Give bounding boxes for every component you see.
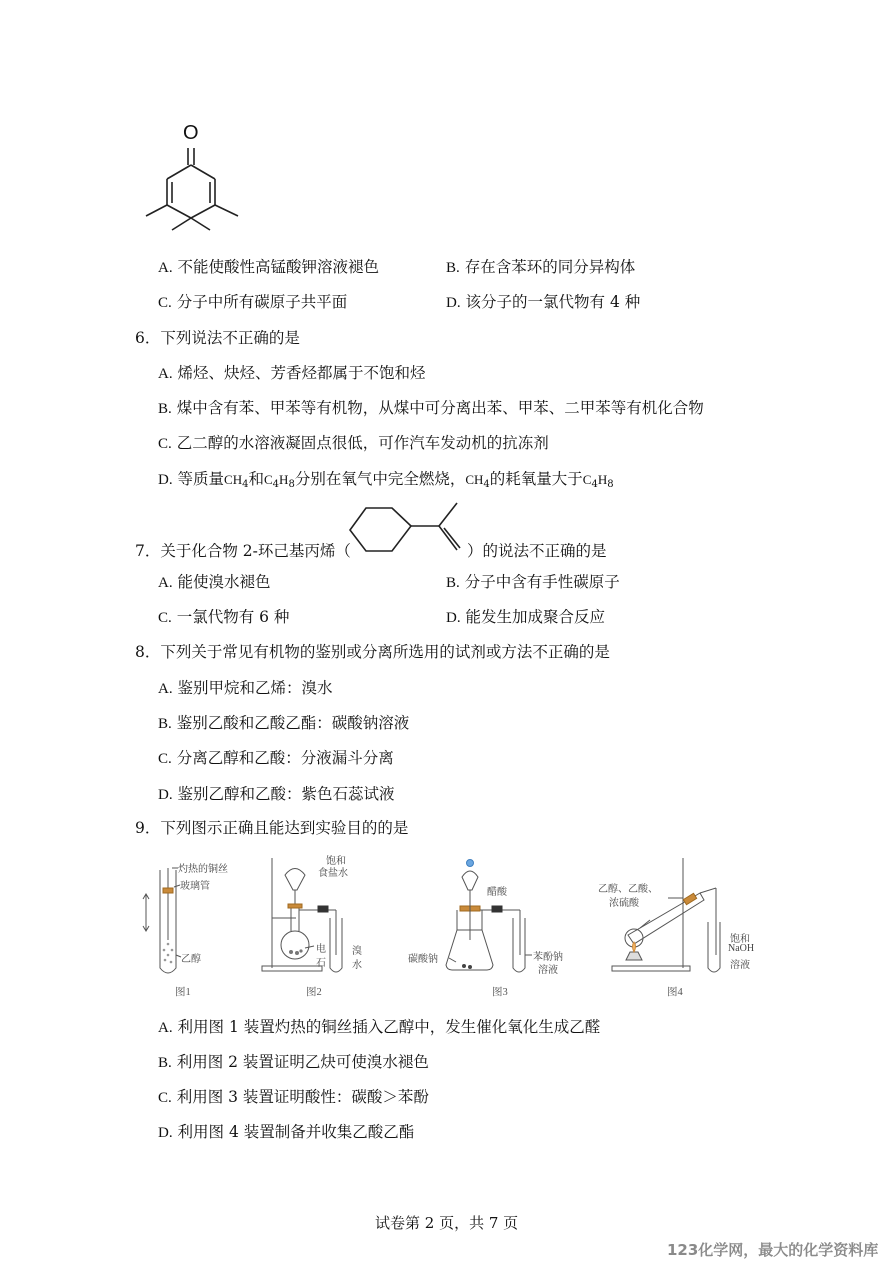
option-text: 鉴别甲烷和乙烯：溴水 (177, 679, 333, 697)
fig3-label-acetic-acid: 醋酸 (487, 887, 507, 898)
q7-stem-after: ）的说法不正确的是 (467, 542, 607, 560)
option-label: C. (158, 1090, 172, 1106)
option-label: B. (158, 716, 172, 732)
option-text: 存在含苯环的同分异构体 (464, 258, 636, 276)
option-text: 鉴别乙醇和乙酸：紫色石蕊试液 (177, 785, 395, 803)
option-label: D. (158, 472, 173, 488)
page-number-footer: 试卷第 2 页，共 7 页 (375, 1214, 519, 1232)
option-label: D. (446, 295, 461, 311)
formula-c: C (582, 472, 592, 487)
fig3-label-sodium-carbonate: 碳酸钠 (408, 954, 438, 965)
fig4-label-saturated: 饱和 (730, 934, 750, 945)
option-text: 能发生加成聚合反应 (465, 608, 606, 626)
fig2-label-carbide-2: 石 (316, 958, 326, 969)
option-label: C. (158, 295, 172, 311)
formula-h: H (279, 472, 289, 487)
option-text-2: 和 (248, 470, 264, 488)
option-text: 该分子的一氯代物有 4 种 (465, 293, 641, 311)
q9-option-b (158, 1052, 429, 1073)
option-label: A. (158, 575, 173, 591)
q9-option-a (158, 1017, 600, 1038)
option-label: B. (158, 401, 172, 417)
option-text-3: 分别在氧气中完全燃烧， (294, 470, 466, 488)
option-label: B. (446, 575, 460, 591)
fig2-label-brine: 食盐水 (318, 868, 348, 879)
watermark: 123化学网，最大的化学资料库 (667, 1241, 879, 1259)
fig1-label-ethanol: 乙醇 (181, 954, 201, 965)
option-label: B. (446, 260, 460, 276)
fig2-label-saturated: 饱和 (326, 856, 346, 867)
option-text: 利用图 3 装置证明酸性：碳酸＞苯酚 (176, 1088, 429, 1106)
option-text: 不能使酸性高锰酸钾溶液褪色 (177, 258, 380, 276)
q9-stem: 9．下列图示正确且能达到实验目的的是 (135, 819, 409, 837)
subscript: 4 (591, 479, 598, 490)
formula-ch: CH (465, 472, 484, 487)
fig3-label-solution: 溶液 (538, 965, 558, 976)
q6-stem: 6．下列说法不正确的是 (135, 329, 300, 347)
option-text: 分离乙醇和乙酸：分液漏斗分离 (176, 749, 394, 767)
option-label: A. (158, 681, 173, 697)
option-text: 利用图 1 装置灼热的铜丝插入乙醇中，发生催化氧化生成乙醛 (177, 1018, 601, 1036)
option-label: C. (158, 610, 172, 626)
option-text-4: 的耗氧量大于 (489, 470, 583, 488)
q9-option-c (158, 1087, 429, 1108)
fig4-label-solution: 溶液 (730, 960, 750, 971)
formula-ch: CH (224, 472, 243, 487)
option-text: 分子中所有碳原子共平面 (176, 293, 348, 311)
option-text: 一氯代物有 6 种 (176, 608, 290, 626)
option-label: C. (158, 751, 172, 767)
q7-stem-before: 7．关于化合物 2-环己基丙烯（ (135, 542, 351, 560)
fig4-label-naoh: NaOH (728, 943, 755, 954)
option-text: 利用图 2 装置证明乙炔可使溴水褪色 (176, 1053, 429, 1071)
option-text: 分子中含有手性碳原子 (464, 573, 620, 591)
fig2-label-bromine-1: 溴 (352, 946, 362, 957)
option-text: 能使溴水褪色 (177, 573, 271, 591)
option-label: A. (158, 260, 173, 276)
fig4-label-reagents: 乙醇、乙酸、 (598, 884, 658, 895)
subscript: 8 (288, 479, 295, 490)
option-text-1: 等质量 (177, 470, 225, 488)
fig3-caption: 图3 (492, 987, 508, 998)
fig4-caption: 图4 (667, 987, 683, 998)
q8-stem: 8．下列关于常见有机物的鉴别或分离所选用的试剂或方法不正确的是 (135, 643, 610, 661)
subscript: 4 (272, 479, 280, 490)
formula-c: C (264, 472, 273, 487)
option-label: C. (158, 436, 172, 452)
option-label: D. (158, 1125, 173, 1141)
fig1-label-copper-wire: 灼热的铜丝 (178, 864, 228, 875)
option-label: A. (158, 366, 173, 382)
option-text: 利用图 4 装置制备并收集乙酸乙酯 (177, 1123, 415, 1141)
formula-h: H (597, 472, 608, 487)
q9-option-d (158, 1122, 414, 1143)
fig1-label-glass-tube: 玻璃管 (180, 881, 210, 892)
option-label: A. (158, 1020, 173, 1036)
subscript: 4 (483, 479, 490, 490)
fig2-label-bromine-2: 水 (352, 960, 362, 971)
q5-structure-atom-label: O (183, 122, 199, 144)
fig4-label-conc-sulfuric-acid: 浓硫酸 (609, 898, 639, 909)
subscript: 8 (607, 479, 614, 490)
option-text: 乙二醇的水溶液凝固点很低，可作汽车发动机的抗冻剂 (176, 434, 549, 452)
option-text: 烯烃、炔烃、芳香烃都属于不饱和烃 (177, 364, 426, 382)
option-label: D. (446, 610, 461, 626)
option-text: 鉴别乙酸和乙酸乙酯：碳酸钠溶液 (176, 714, 410, 732)
fig1-caption: 图1 (175, 987, 191, 998)
option-text: 煤中含有苯、甲苯等有机物，从煤中可分离出苯、甲苯、二甲苯等有机化合物 (176, 399, 704, 417)
fig2-caption: 图2 (306, 987, 322, 998)
option-label: D. (158, 787, 173, 803)
fig2-label-carbide-1: 电 (316, 944, 326, 955)
option-label: B. (158, 1055, 172, 1071)
subscript: 4 (242, 479, 249, 490)
fig3-label-sodium-phenoxide: 苯酚钠 (533, 952, 563, 963)
